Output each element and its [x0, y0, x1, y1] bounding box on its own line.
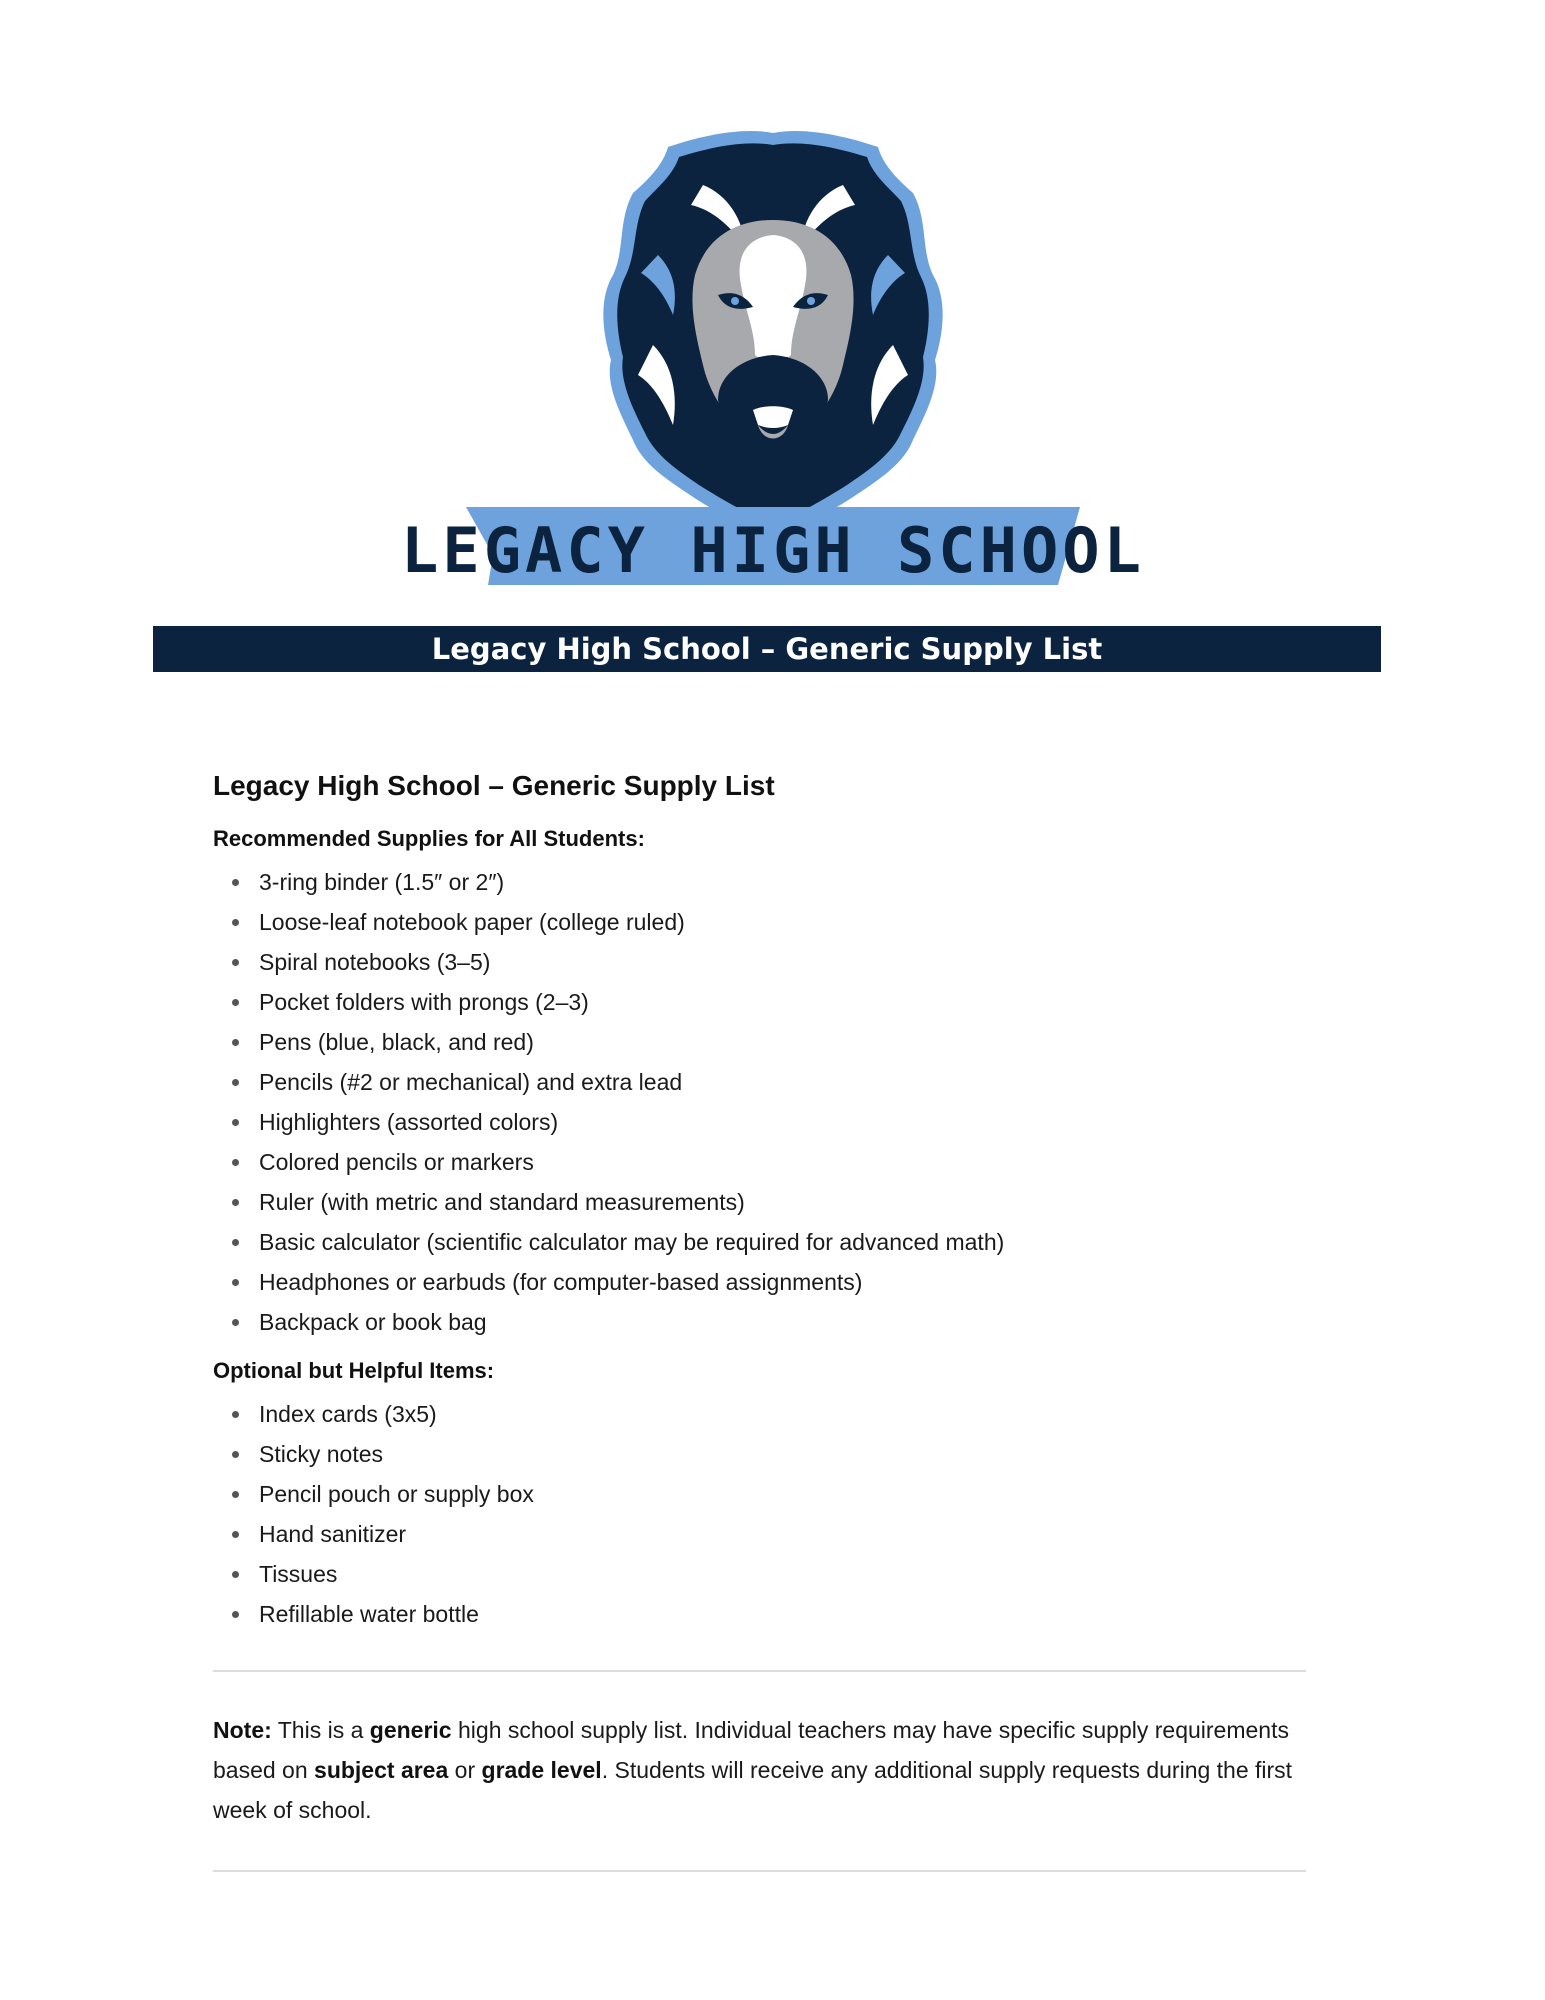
- list-item: Refillable water bottle: [259, 1594, 1306, 1634]
- list-item: Ruler (with metric and standard measurements): [259, 1182, 1306, 1222]
- note-text: high school supply list. Individual teachers may have specific supply requirements based on: [213, 1717, 1289, 1783]
- list-item: Sticky notes: [259, 1434, 1306, 1474]
- note-emphasis: grade level: [481, 1757, 602, 1783]
- list-item: Spiral notebooks (3–5): [259, 942, 1306, 982]
- svg-text:LEGACY HIGH SCHOOL: LEGACY HIGH SCHOOL: [400, 514, 1145, 587]
- list-item: Hand sanitizer: [259, 1514, 1306, 1554]
- recommended-list: [213, 862, 1306, 1342]
- list-item: Tissues: [259, 1554, 1306, 1594]
- list-item: 3-ring binder (1.5″ or 2″): [259, 862, 1306, 902]
- list-item: Loose-leaf notebook paper (college ruled): [259, 902, 1306, 942]
- list-item: Pencils (#2 or mechanical) and extra lead: [259, 1062, 1306, 1102]
- lion-head-icon: [373, 125, 1173, 605]
- note-paragraph: [213, 1710, 1306, 1830]
- optional-heading: Optional but Helpful Items:: [213, 1358, 495, 1383]
- list-item: Highlighters (assorted colors): [259, 1102, 1306, 1142]
- page-title: Legacy High School – Generic Supply List: [213, 770, 775, 801]
- note-text: . Students will receive any additional supply requests during the first week of school.: [213, 1757, 1293, 1823]
- divider: [213, 1870, 1306, 1872]
- note-text: or: [448, 1757, 482, 1783]
- title-bar-text: Legacy High School – Generic Supply List: [431, 632, 1103, 666]
- note-emphasis: subject area: [314, 1757, 449, 1783]
- document-body: [213, 764, 1306, 1872]
- recommended-heading: Recommended Supplies for All Students:: [213, 826, 645, 851]
- list-item: Pocket folders with prongs (2–3): [259, 982, 1306, 1022]
- divider: [213, 1670, 1306, 1672]
- school-logo: [0, 125, 1545, 605]
- optional-list: [213, 1394, 1306, 1634]
- list-item: Pencil pouch or supply box: [259, 1474, 1306, 1514]
- list-item: Basic calculator (scientific calculator may be required for advanced math): [259, 1222, 1306, 1262]
- list-item: Pens (blue, black, and red): [259, 1022, 1306, 1062]
- note-label: Note:: [213, 1717, 272, 1743]
- note-text: This is a: [271, 1717, 370, 1743]
- list-item: Colored pencils or markers: [259, 1142, 1306, 1182]
- list-item: Backpack or book bag: [259, 1302, 1306, 1342]
- title-bar: [153, 626, 1381, 672]
- list-item: Headphones or earbuds (for computer-based assignments): [259, 1262, 1306, 1302]
- note-emphasis: generic: [369, 1717, 452, 1743]
- list-item: Index cards (3x5): [259, 1394, 1306, 1434]
